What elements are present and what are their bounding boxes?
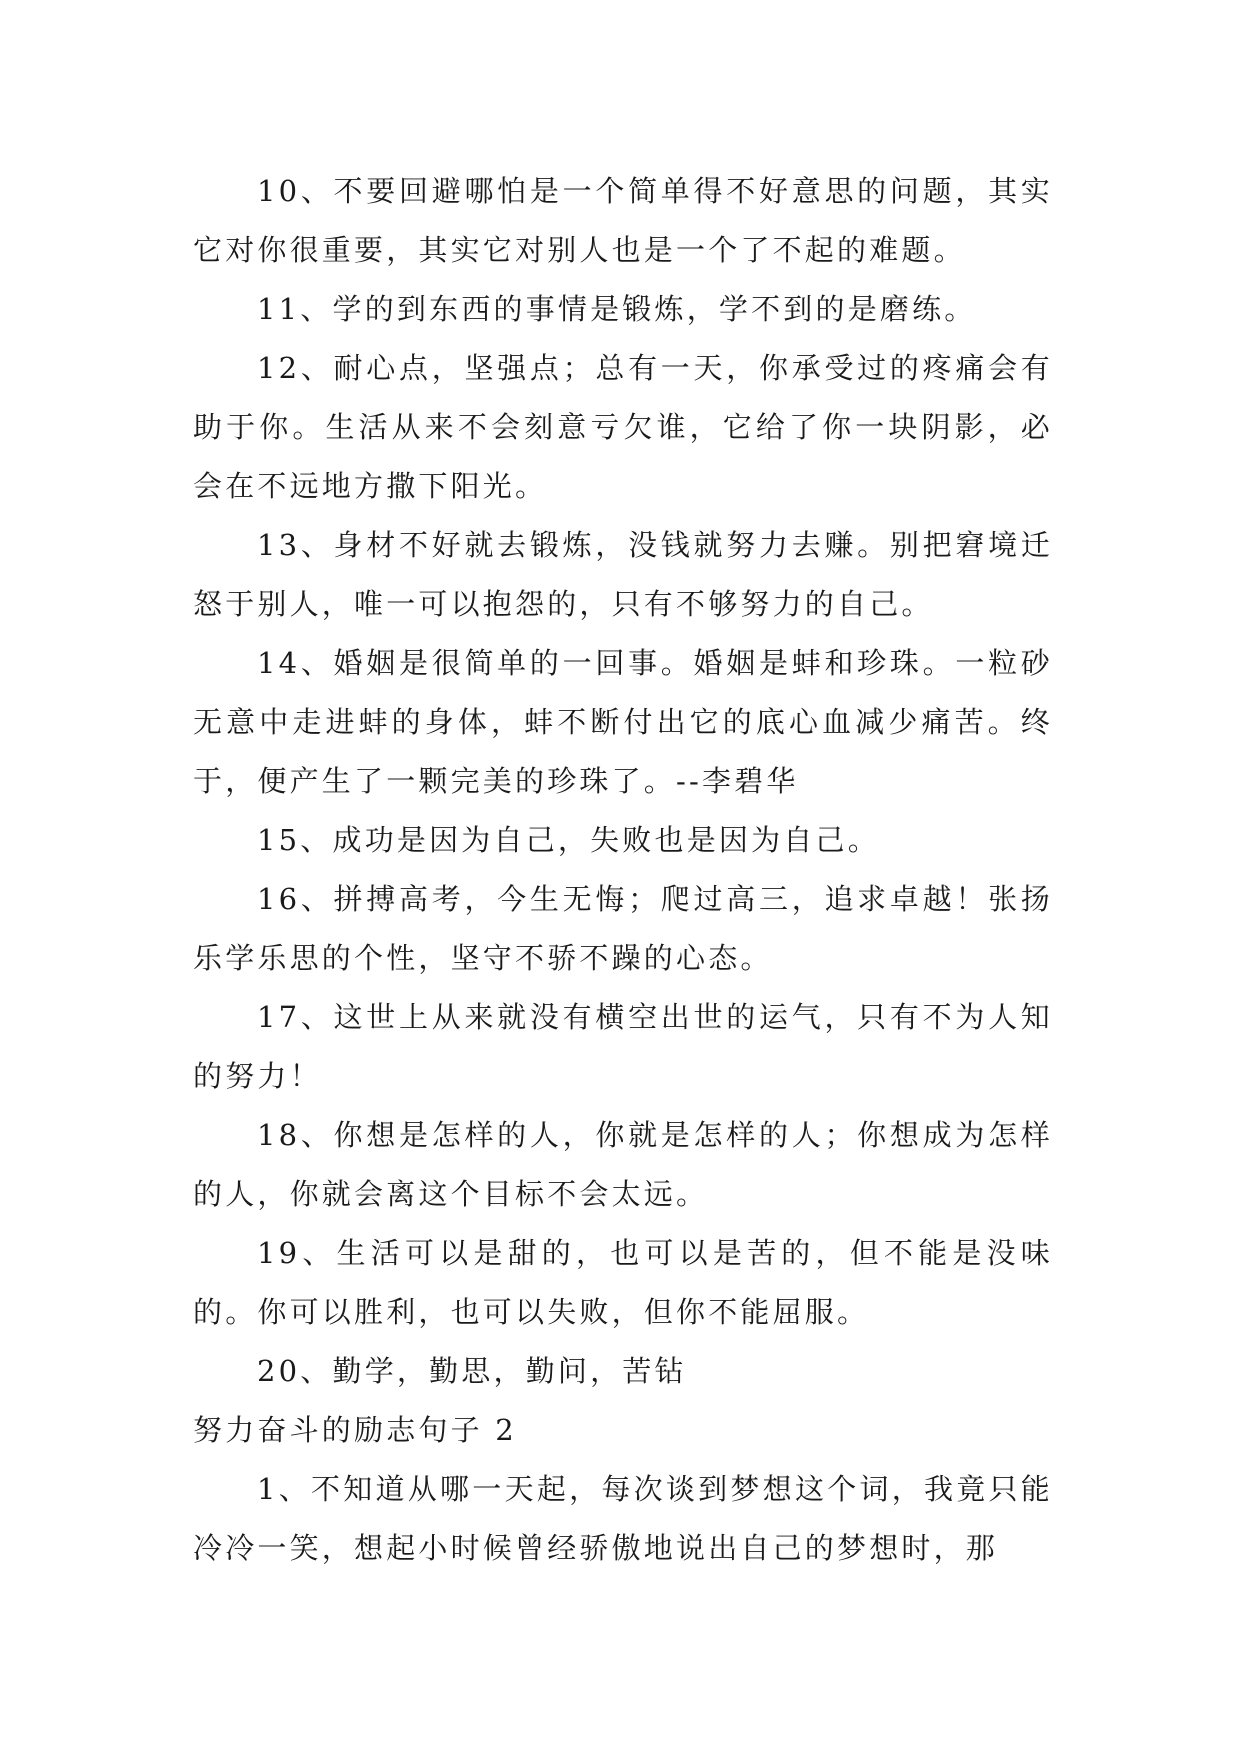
section-paragraph-1: 1、不知道从哪一天起，每次谈到梦想这个词，我竟只能冷冷一笑，想起小时候曾经骄傲地说出自己的梦想时，那 <box>193 1472 1053 1565</box>
paragraph-12: 12、耐心点，坚强点；总有一天，你承受过的疼痛会有助于你。生活从来不会刻意亏欠谁，它给了你一块阴影，必会在不远地方撒下阳光。 <box>193 351 1053 503</box>
document-body <box>193 162 1053 1578</box>
section-heading: 努力奋斗的励志句子 2 <box>193 1413 517 1447</box>
paragraph-10: 10、不要回避哪怕是一个简单得不好意思的问题，其实它对你很重要，其实它对别人也是一个了不起的难题。 <box>193 174 1053 267</box>
paragraph-20: 20、勤学，勤思，勤问，苦钻 <box>257 1354 687 1388</box>
paragraph-18: 18、你想是怎样的人，你就是怎样的人；你想成为怎样的人，你就会离这个目标不会太远。 <box>193 1118 1053 1211</box>
paragraph-13: 13、身材不好就去锻炼，没钱就努力去赚。别把窘境迁怒于别人，唯一可以抱怨的，只有不够努力的自己。 <box>193 528 1053 621</box>
paragraph-11: 11、学的到东西的事情是锻炼，学不到的是磨练。 <box>257 292 977 326</box>
paragraph-15: 15、成功是因为自己，失败也是因为自己。 <box>257 823 880 857</box>
paragraph-14: 14、婚姻是很简单的一回事。婚姻是蚌和珍珠。一粒砂无意中走进蚌的身体，蚌不断付出它的底心血减少痛苦。终于，便产生了一颗完美的珍珠了。--李碧华 <box>193 646 1053 798</box>
paragraph-19: 19、生活可以是甜的，也可以是苦的，但不能是没味的。你可以胜利，也可以失败，但你不能屈服。 <box>193 1236 1053 1329</box>
paragraph-17: 17、这世上从来就没有横空出世的运气，只有不为人知的努力！ <box>193 1000 1053 1093</box>
paragraph-16: 16、拼搏高考，今生无悔；爬过高三，追求卓越！张扬乐学乐思的个性，坚守不骄不躁的心态。 <box>193 882 1053 975</box>
